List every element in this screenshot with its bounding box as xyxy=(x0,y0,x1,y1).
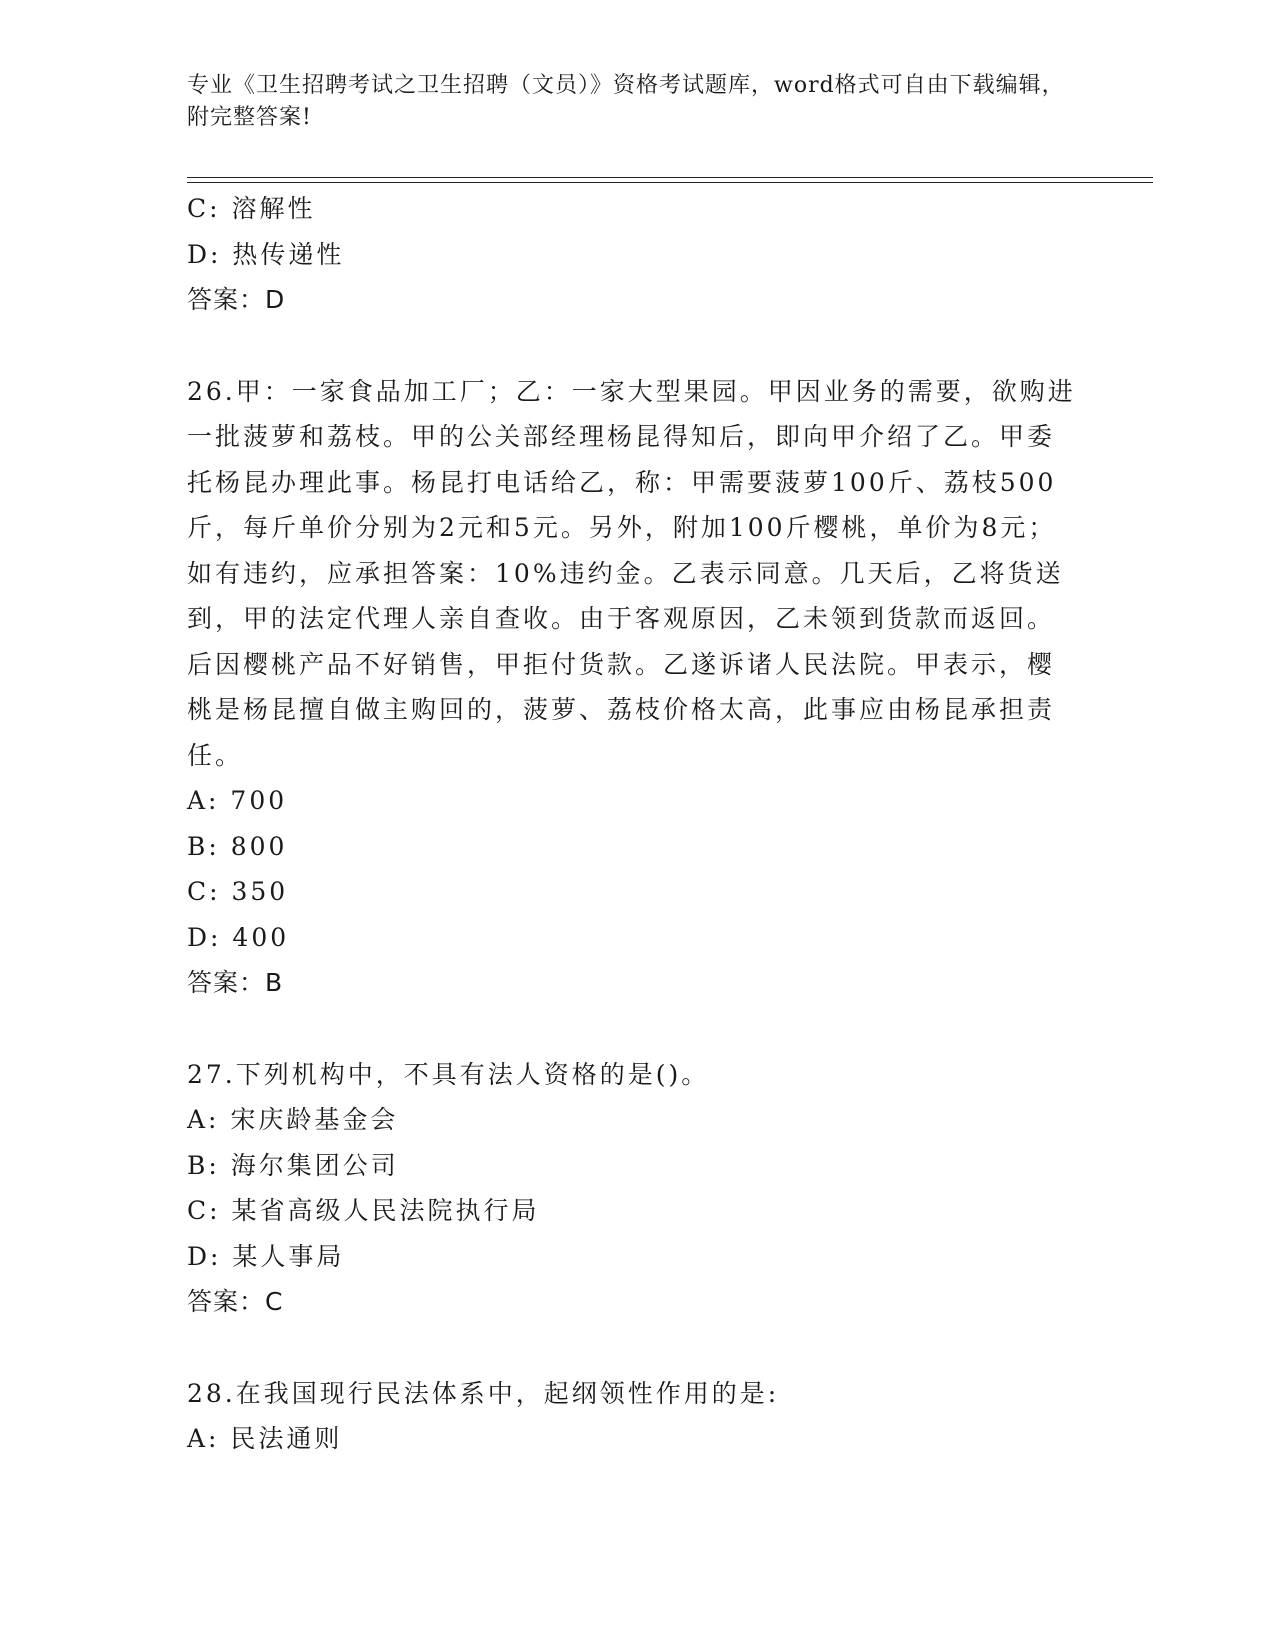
q27-option-d: D: 某人事局 xyxy=(187,1241,345,1271)
spacer xyxy=(187,1006,1087,1052)
q28-stem: 28.在我国现行民法体系中，起纲领性作用的是: xyxy=(187,1378,780,1408)
q25-answer: 答案：D xyxy=(187,285,286,314)
header-divider-top xyxy=(187,177,1153,178)
spacer xyxy=(187,323,1087,369)
q27-option-b: B: 海尔集团公司 xyxy=(187,1150,399,1180)
q25-option-c: C: 溶解性 xyxy=(187,194,316,223)
header-divider-bottom xyxy=(187,182,1153,183)
spacer xyxy=(187,1325,1087,1371)
q28-option-a: A: 民法通则 xyxy=(187,1424,343,1453)
q26-answer: 答案：B xyxy=(187,968,284,997)
q25-option-d: D: 热传递性 xyxy=(187,239,345,269)
q27-option-a: A: 宋庆龄基金会 xyxy=(187,1105,399,1134)
q26-option-c: C: 350 xyxy=(187,877,289,906)
q27-option-c: C: 某省高级人民法院执行局 xyxy=(187,1196,540,1225)
q26-option-b: B: 800 xyxy=(187,831,288,861)
question-content xyxy=(187,186,1087,1462)
q26-option-d: D: 400 xyxy=(187,922,290,952)
q27-answer: 答案：C xyxy=(187,1287,284,1316)
document-header: 专业《卫生招聘考试之卫生招聘（文员）》资格考试题库，word格式可自由下载编辑，附完整答案! xyxy=(187,73,1065,130)
q26-stem: 26.甲：一家食品加工厂；乙：一家大型果园。甲因业务的需要，欲购进一批菠萝和荔枝。甲的公关部经理杨昆得知后，即向甲介绍了乙。甲委托杨昆办理此事。杨昆打电话给乙，称：甲需要菠萝100斤、荔枝500斤，每斤单价分别为2元和5元。另外，附加100斤樱桃，单价为8元；如有违约，应承担答案：10%违约金。乙表示同意。几天后，乙将货送到，甲的法定代理人亲自查收。由于客观原因，乙未领到货款而返回。后因樱桃产品不好销售，甲拒付货款。乙遂诉诸人民法院。甲表示，樱桃是杨昆擅自做主购回的，菠萝、荔枝价格太高，此事应由杨昆承担责任。 xyxy=(187,376,1076,770)
q27-stem: 27.下列机构中，不具有法人资格的是()。 xyxy=(187,1059,710,1089)
q26-option-a: A: 700 xyxy=(187,786,288,815)
